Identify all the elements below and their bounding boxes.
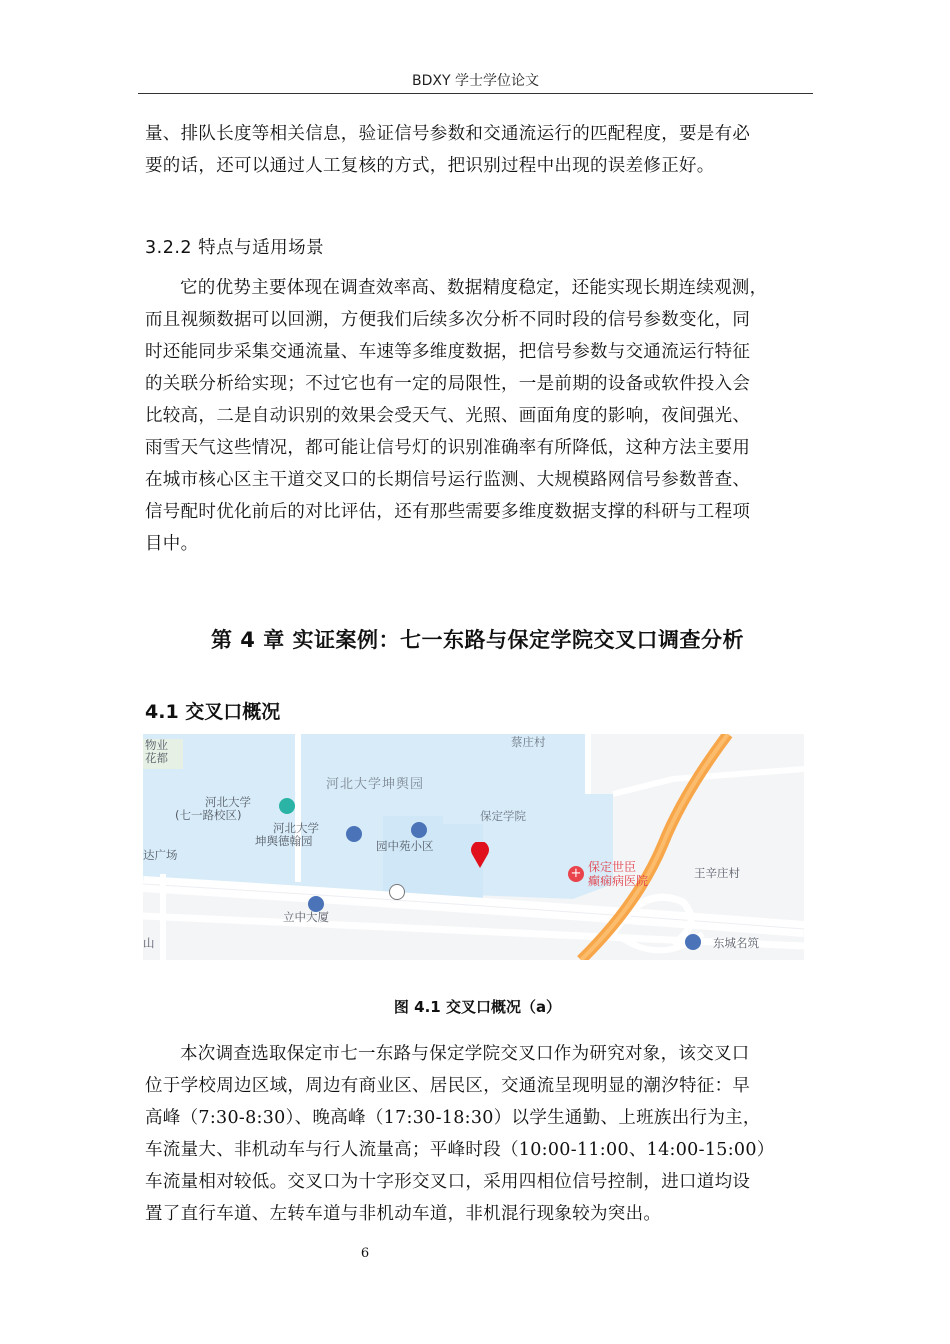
map-label: 坤舆德翰园 xyxy=(255,834,313,848)
map-label: 花都 xyxy=(145,751,168,765)
paragraph-line: 信号配时优化前后的对比评估，还有那些需要多维度数据支撑的科研与工程项 xyxy=(145,502,751,522)
map-label: 河北大学坤舆园 xyxy=(326,777,425,792)
paragraph-line: 车流量相对较低。交叉口为十字形交叉口，采用四相位信号控制，进口道均设 xyxy=(145,1172,751,1192)
map-label: 癫痫病医院 xyxy=(588,874,649,888)
bus-stop-icon xyxy=(389,884,405,900)
chapter-title: 第 4 章 实证案例：七一东路与保定学院交叉口调查分析 xyxy=(210,628,745,652)
residential-icon xyxy=(411,822,427,838)
school-icon xyxy=(279,798,295,814)
paragraph-line: 的关联分析给实现；不过它也有一定的局限性，一是前期的设备或软件投入会 xyxy=(145,374,751,394)
paragraph-line: 在城市核心区主干道交叉口的长期信号运行监测、大规模路网信号参数普查、 xyxy=(145,470,751,490)
paragraph-line: 要的话，还可以通过人工复核的方式，把识别过程中出现的误差修正好。 xyxy=(145,156,715,176)
residential-icon xyxy=(346,826,362,842)
paragraph-line: 置了直行车道、左转车道与非机动车道，非机混行现象较为突出。 xyxy=(145,1204,662,1224)
map-label: 蔡庄村 xyxy=(511,735,546,749)
hospital-icon: + xyxy=(568,866,584,882)
map-label: 东城名筑 xyxy=(713,936,759,950)
page-header: BDXY 学士学位论文 xyxy=(412,73,539,89)
body-paragraph xyxy=(145,1038,810,1230)
intersection-map xyxy=(143,734,804,960)
residential-icon xyxy=(685,934,701,950)
section-3-2-2-paragraph xyxy=(145,272,810,560)
figure-caption: 图 4.1 交叉口概况（a） xyxy=(393,998,562,1016)
paragraph-line: 位于学校周边区域，周边有商业区、居民区，交通流呈现明显的潮汐特征：早 xyxy=(145,1076,751,1096)
paragraph-line: 时还能同步采集交通流量、车速等多维度数据，把信号参数与交通流运行特征 xyxy=(145,342,751,362)
map-label: 物业 xyxy=(145,738,168,752)
paragraph-line: 本次调查选取保定市七一东路与保定学院交叉口作为研究对象，该交叉口 xyxy=(180,1044,750,1064)
map-label: 王辛庄村 xyxy=(694,866,740,880)
paragraph-line: 比较高，二是自动识别的效果会受天气、光照、画面角度的影响，夜间强光、 xyxy=(145,406,751,426)
map-label: 保定学院 xyxy=(480,809,526,823)
map-label: 河北大学 xyxy=(205,795,251,809)
paragraph-line: 高峰（7:30-8:30）、晚高峰（17:30-18:30）以学生通勤、上班族出行为主， xyxy=(145,1108,761,1128)
paragraph-line: 它的优势主要体现在调查效率高、数据精度稳定，还能实现长期连续观测， xyxy=(180,278,768,298)
location-pin-icon xyxy=(470,842,490,868)
section-heading-3-2-2: 3.2.2 特点与适用场景 xyxy=(145,238,325,258)
header-divider xyxy=(138,93,813,94)
map-label: 保定世臣 xyxy=(588,860,637,874)
section-heading-4-1: 4.1 交叉口概况 xyxy=(145,701,281,723)
map-label: (七一路校区) xyxy=(175,808,242,822)
paragraph-line: 量、排队长度等相关信息，验证信号参数和交通流运行的匹配程度，要是有必 xyxy=(145,124,751,144)
intro-paragraph xyxy=(145,118,810,182)
map-label: 园中苑小区 xyxy=(376,839,434,853)
paragraph-line: 雨雪天气这些情况，都可能让信号灯的识别准确率有所降低，这种方法主要用 xyxy=(145,438,751,458)
map-label: 河北大学 xyxy=(273,821,319,835)
map-label: 达广场 xyxy=(143,848,178,862)
paragraph-line: 目中。 xyxy=(145,534,199,554)
map-label: 立中大厦 xyxy=(283,910,329,924)
paragraph-line: 车流量大、非机动车与行人流量高；平峰时段（10:00-11:00、14:00-15:00） xyxy=(145,1140,775,1160)
page-number: 6 xyxy=(360,1246,370,1261)
map-label: 山 xyxy=(143,936,155,950)
paragraph-line: 而且视频数据可以回溯，方便我们后续多次分析不同时段的信号参数变化，同 xyxy=(145,310,751,330)
